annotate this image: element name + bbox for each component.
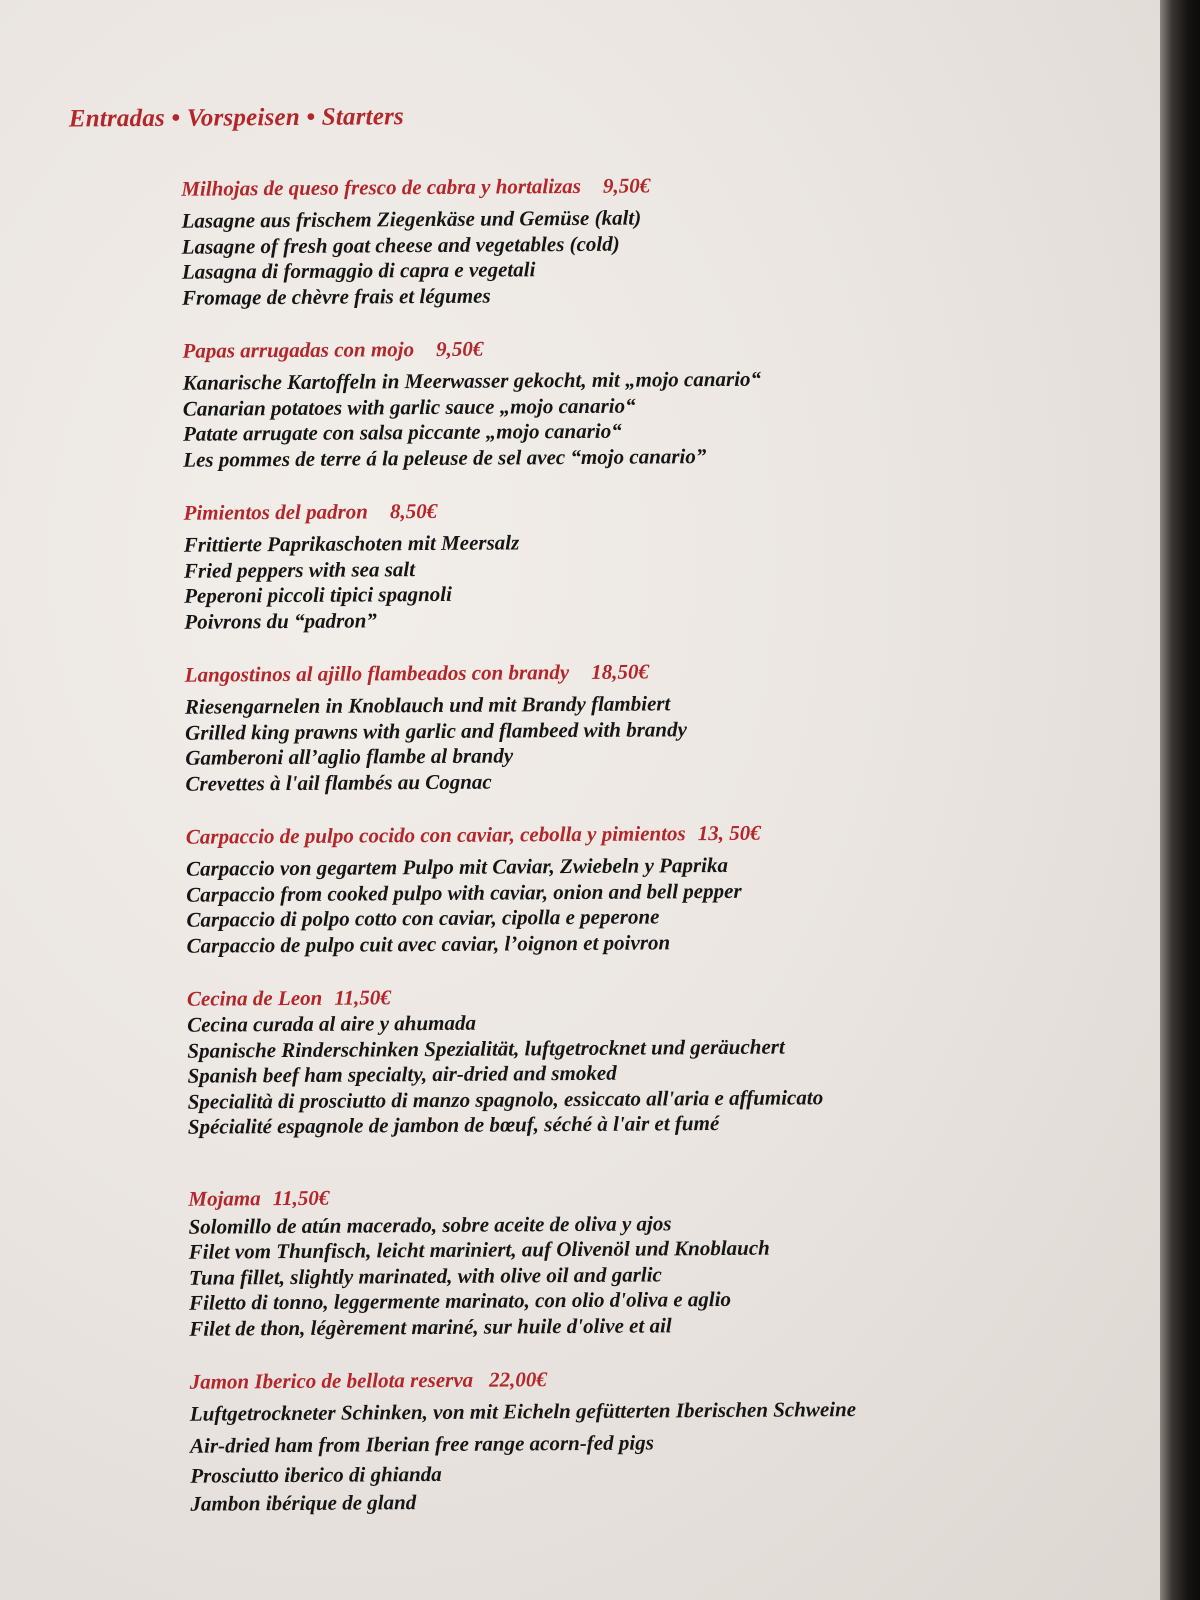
- menu-item: [182, 330, 1083, 472]
- item-description-line: Prosciutto iberico di ghianda: [190, 1461, 442, 1488]
- item-header: [182, 330, 1082, 364]
- item-description-line: Lasagne of fresh goat cheese and vegetables (cold): [181, 231, 620, 259]
- item-description-line: Specialità di prosciutto di manzo spagnolo, essiccato all'aria e affumicato: [187, 1084, 824, 1114]
- item-header: [188, 1178, 1088, 1212]
- menu-item: [186, 816, 1087, 958]
- item-name: Jamon Iberico de bellota reserva: [189, 1367, 474, 1394]
- item-price: 18,50€: [591, 659, 649, 684]
- item-header: [183, 492, 1083, 526]
- item-description-line: Spanische Rinderschinken Spezialität, luftgetrocknet und geräuchert: [187, 1034, 785, 1063]
- item-price: 9,50€: [435, 336, 484, 361]
- item-name: Milhojas de queso fresco de cabra y hortalizas: [181, 173, 581, 201]
- section-title: Entradas • Vorspeisen • Starters: [68, 103, 405, 133]
- item-price: 22,00€: [489, 1367, 547, 1392]
- item-description-line: Carpaccio from cooked pulpo with caviar, onion and bell pepper: [186, 878, 742, 907]
- item-description-line: Fromage de chèvre frais et légumes: [181, 283, 491, 310]
- item-description-line: Gamberoni all’aglio flambe al brandy: [185, 743, 514, 770]
- item-description-line: Luftgetrockneter Schinken, von mit Eicheln gefütterten Iberischen Schweine: [189, 1397, 857, 1426]
- item-description-line: Filet vom Thunfisch, leicht mariniert, auf Olivenöl und Knoblauch: [188, 1235, 770, 1264]
- item-name: Carpaccio de pulpo cocido con caviar, cebolla y pimientos: [185, 821, 686, 849]
- menu-item: [181, 168, 1082, 310]
- item-description-line: Tuna fillet, slightly marinated, with olive oil and garlic: [188, 1261, 662, 1290]
- item-header: [186, 816, 1086, 850]
- item-description-line: Riesengarnelen in Knoblauch und mit Brandy flambiert: [184, 691, 671, 719]
- menu-item: [183, 492, 1084, 634]
- item-price: 8,50€: [389, 498, 438, 524]
- item-description-line: Spécialité espagnole de jambon de bœuf, séché à l'air et fumé: [187, 1111, 720, 1139]
- item-description-line: Jambon ibérique de gland: [190, 1490, 417, 1516]
- item-price: 11,50€: [272, 1185, 330, 1210]
- item-header: [181, 168, 1081, 202]
- item-name: Langostinos al ajillo flambeados con brandy: [184, 660, 570, 687]
- item-description-line: Crevettes à l'ail flambés au Cognac: [185, 769, 492, 796]
- item-price: 9,50€: [602, 173, 651, 198]
- menu-item: [190, 1361, 1091, 1517]
- item-name: Mojama: [188, 1185, 261, 1211]
- item-header: [190, 1361, 1090, 1395]
- item-description-line: Cecina curada al aire y ahumada: [187, 1010, 477, 1037]
- item-description-line: Patate arrugate con salsa piccante „mojo canario“: [182, 418, 622, 446]
- item-description-line: Kanarische Kartoffeln in Meerwasser gekocht, mit „mojo canario“: [182, 366, 762, 395]
- menu-item: [188, 1178, 1089, 1342]
- item-description-line: Filetto di tonno, leggermente marinato, con olio d'oliva e aglio: [189, 1286, 732, 1315]
- item-description-line: Solomillo de atún macerado, sobre aceite de oliva y ajos: [188, 1210, 672, 1239]
- item-description-line: Filet de thon, légèrement mariné, sur huile d'olive et ail: [189, 1312, 672, 1341]
- item-description-line: Les pommes de terre á la peleuse de sel avec “mojo canario”: [183, 443, 707, 472]
- item-name: Pimientos del padron: [183, 499, 369, 525]
- item-description-line: Grilled king prawns with garlic and flambeed with brandy: [185, 716, 687, 745]
- item-description-line: Carpaccio von gegartem Pulpo mit Caviar, Zwiebeln y Paprika: [185, 852, 729, 881]
- item-description-line: Frittierte Paprikaschoten mit Meersalz: [183, 530, 520, 557]
- item-description-line: Canarian potatoes with garlic sauce „mojo canario“: [182, 393, 636, 421]
- item-description-line: Carpaccio de pulpo cuit avec caviar, l’oignon et poivron: [186, 929, 671, 958]
- menu-item: [187, 978, 1088, 1140]
- item-description-line: Lasagne aus frischem Ziegenkäse und Gemüse (kalt): [181, 205, 642, 233]
- menu-binding: [1160, 0, 1200, 1600]
- item-description-line: Poivrons du “padron”: [184, 607, 377, 634]
- item-price: 13, 50€: [697, 820, 761, 846]
- item-description-line: Air-dried ham from Iberian free range acorn-fed pigs: [190, 1430, 654, 1458]
- item-description-line: Fried peppers with sea salt: [183, 556, 416, 583]
- item-price: 11,50€: [334, 985, 391, 1010]
- item-description-line: Peperoni piccoli tipici spagnoli: [184, 581, 452, 608]
- item-name: Papas arrugadas con mojo: [182, 337, 415, 363]
- item-name: Cecina de Leon: [186, 985, 323, 1011]
- menu-items: [181, 168, 1091, 1543]
- item-header: [185, 654, 1085, 688]
- item-description-line: Spanish beef ham specialty, air-dried and smoked: [187, 1060, 617, 1088]
- item-description-line: Lasagna di formaggio di capra e vegetali: [181, 257, 536, 284]
- item-description-line: Carpaccio di polpo cotto con caviar, cipolla e peperone: [186, 904, 660, 932]
- menu-item: [185, 654, 1086, 796]
